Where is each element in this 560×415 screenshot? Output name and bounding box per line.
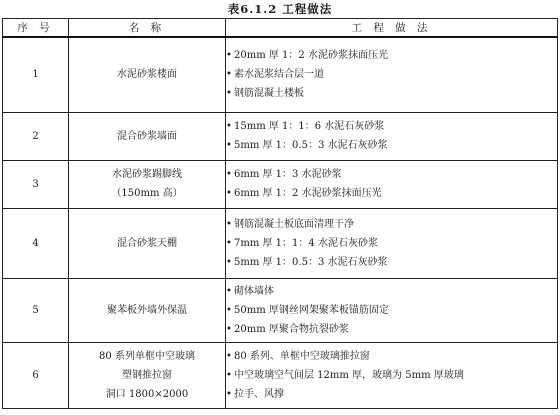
header-no: 序 号 <box>3 19 69 38</box>
method-line <box>226 46 557 65</box>
bullet-icon: • <box>226 188 232 199</box>
item-name <box>69 112 226 160</box>
table-row <box>3 160 558 208</box>
method-line <box>226 347 557 366</box>
item-name-line: （150mm 高） <box>111 188 183 199</box>
method-text: 5mm 厚 1：0.5：3 水泥石灰砂浆 <box>234 256 388 268</box>
method-cell <box>226 278 558 342</box>
method-text: 中空玻璃空气间层 12mm 厚，玻璃为 5mm 厚玻璃 <box>234 369 464 381</box>
row-number: 3 <box>3 160 69 208</box>
method-line <box>226 215 557 234</box>
bullet-icon: • <box>226 388 232 400</box>
row-number: 6 <box>3 342 69 408</box>
method-line <box>226 385 557 404</box>
bullet-icon: • <box>226 121 232 132</box>
header-method: 工 程 做 法 <box>226 19 558 38</box>
bullet-icon: • <box>226 140 232 151</box>
method-text: 6mm 厚 1：2 水泥砂浆抹面压光 <box>234 188 382 199</box>
construction-methods-table <box>2 18 558 409</box>
method-line <box>226 282 557 301</box>
bullet-icon: • <box>226 50 232 62</box>
bullet-icon: • <box>226 218 232 230</box>
method-line <box>226 320 557 339</box>
method-line <box>226 366 557 385</box>
item-name <box>69 37 226 112</box>
bullet-icon: • <box>226 304 232 316</box>
item-name-line: 洞口 1800×2000 <box>105 388 189 400</box>
table-row <box>3 278 558 342</box>
bullet-icon: • <box>226 285 232 297</box>
method-line <box>226 84 557 103</box>
method-text: 钢筋混凝土板底面清理干净 <box>234 218 354 230</box>
method-line <box>226 117 557 136</box>
method-text: 拉手、风撑 <box>234 388 284 400</box>
bullet-icon: • <box>226 88 232 100</box>
row-number: 1 <box>3 37 69 112</box>
item-name <box>69 342 226 408</box>
method-line <box>226 65 557 84</box>
item-name-line: 混合砂浆墙面 <box>117 130 177 142</box>
item-name-line: 80 系列单框中空玻璃 <box>99 350 195 362</box>
bullet-icon: • <box>226 256 232 268</box>
method-cell <box>226 342 558 408</box>
table-title: 表6.1.2 工程做法 <box>227 2 333 16</box>
item-name-line: 聚苯板外墙外保温 <box>107 304 187 316</box>
item-name <box>69 278 226 342</box>
method-text: 7mm 厚 1：1：4 水泥石灰砂浆 <box>234 237 378 249</box>
method-text: 80 系列、单框中空玻璃推拉窗 <box>234 350 370 362</box>
bullet-icon: • <box>226 369 232 381</box>
row-number: 4 <box>3 208 69 278</box>
bullet-icon: • <box>226 169 232 180</box>
table-row <box>3 112 558 160</box>
item-name <box>69 208 226 278</box>
bullet-icon: • <box>226 350 232 362</box>
method-text: 20mm 厚 1：2 水泥砂浆抹面压光 <box>234 50 388 62</box>
method-cell <box>226 112 558 160</box>
method-cell <box>226 208 558 278</box>
method-cell <box>226 37 558 112</box>
table-row <box>3 342 558 408</box>
method-line <box>226 184 557 203</box>
method-line <box>226 136 557 155</box>
table-header-row <box>3 19 558 38</box>
method-text: 5mm 厚 1：0.5：3 水泥石灰砂浆 <box>234 140 388 151</box>
method-text: 素水泥浆结合层一道 <box>234 69 324 81</box>
item-name-line: 水泥砂浆踢脚线 <box>112 169 182 180</box>
table-row <box>3 37 558 112</box>
method-line <box>226 301 557 320</box>
method-cell <box>226 160 558 208</box>
row-number: 2 <box>3 112 69 160</box>
item-name-line: 塑钢推拉窗 <box>122 369 172 381</box>
row-number: 5 <box>3 278 69 342</box>
item-name-line: 水泥砂浆楼面 <box>117 69 177 81</box>
bullet-icon: • <box>226 69 232 81</box>
method-text: 钢筋混凝土楼板 <box>234 88 304 100</box>
item-name <box>69 160 226 208</box>
method-text: 50mm 厚钢丝网架聚苯板锚筋固定 <box>234 304 389 316</box>
method-line <box>226 253 557 272</box>
method-text: 砌体墙体 <box>234 285 274 297</box>
bullet-icon: • <box>226 237 232 249</box>
header-name: 名 称 <box>69 19 226 38</box>
table-body <box>3 37 558 408</box>
method-line <box>226 234 557 253</box>
method-text: 6mm 厚 1：3 水泥砂浆 <box>234 169 342 180</box>
item-name-line: 混合砂浆天棚 <box>117 237 177 249</box>
table-row <box>3 208 558 278</box>
bullet-icon: • <box>226 323 232 335</box>
method-line <box>226 165 557 184</box>
method-text: 15mm 厚 1：1：6 水泥石灰砂浆 <box>234 121 385 132</box>
method-text: 20mm 厚聚合物抗裂砂浆 <box>234 323 349 335</box>
